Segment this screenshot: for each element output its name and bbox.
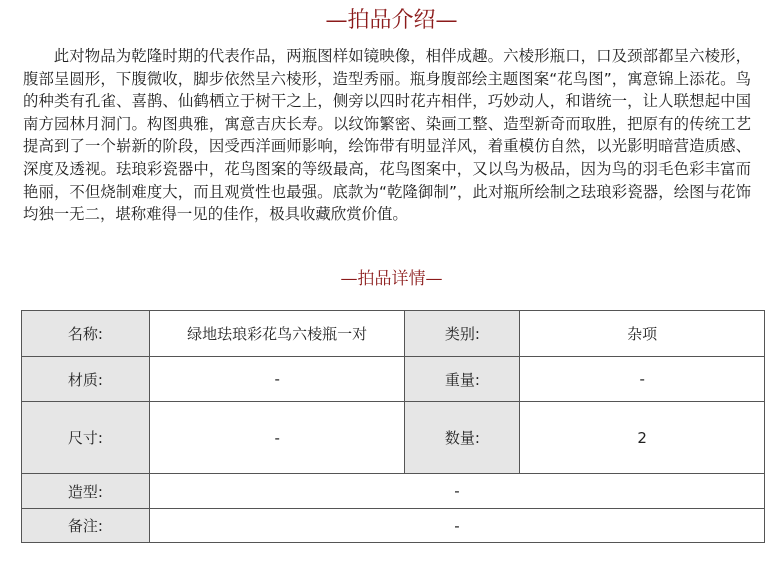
material-label: 材质:: [22, 357, 150, 402]
quantity-value: 2: [520, 402, 765, 474]
weight-label: 重量:: [405, 357, 520, 402]
intro-section-title: —拍品介绍—: [325, 8, 458, 33]
category-value: 杂项: [520, 311, 765, 357]
quantity-label: 数量:: [405, 402, 520, 474]
name-label: 名称:: [22, 311, 150, 357]
size-label: 尺寸:: [22, 402, 150, 474]
intro-paragraph: 此对物品为乾隆时期的代表作品，两瓶图样如镜映像，相伴成趣。六棱形瓶口，口及颈部都呈六棱形，腹部呈圆形，下腹微收，脚步依然呈六棱形，造型秀丽。瓶身腹部绘主题图案“花鸟图”，寓意锦上添花。鸟的种类有孔雀、喜鹊、仙鹤栖立于树干之上，侧旁以四时花卉相伴，巧妙动人，和谐统一，让人联想起中国南方园林月洞门。构图典雅，寓意吉庆长寿。以纹饰繁密、染画工整、造型新奇而取胜，把原有的传统工艺提高到了一个崭新的阶段，因受西洋画师影响，绘饰带有明显洋风，着重模仿自然，以光影明暗营造质感、深度及透视。珐琅彩瓷器中，花鸟图案的等级最高，花鸟图案中，又以鸟为极品，因为鸟的羽毛色彩丰富而艳丽，不但烧制难度大，而且观赏性也最强。底款为“乾隆御制”，此对瓶所绘制之珐琅彩瓷器，绘图与花饰均独一无二，堪称难得一见的佳作，极具收藏欣赏价值。: [23, 47, 751, 224]
notes-value: -: [149, 509, 764, 543]
table-row: [22, 311, 765, 357]
material-value: -: [149, 357, 405, 402]
table-row: [22, 402, 765, 474]
category-label: 类别:: [405, 311, 520, 357]
shape-value: -: [149, 474, 764, 509]
weight-value: -: [520, 357, 765, 402]
size-value: -: [149, 402, 405, 474]
notes-label: 备注:: [22, 509, 150, 543]
details-table: [21, 310, 765, 543]
table-row: [22, 474, 765, 509]
shape-label: 造型:: [22, 474, 150, 509]
name-value: 绿地珐琅彩花鸟六棱瓶一对: [149, 311, 405, 357]
table-row: [22, 509, 765, 543]
details-section-title: —拍品详情—: [340, 269, 443, 289]
table-row: [22, 357, 765, 402]
